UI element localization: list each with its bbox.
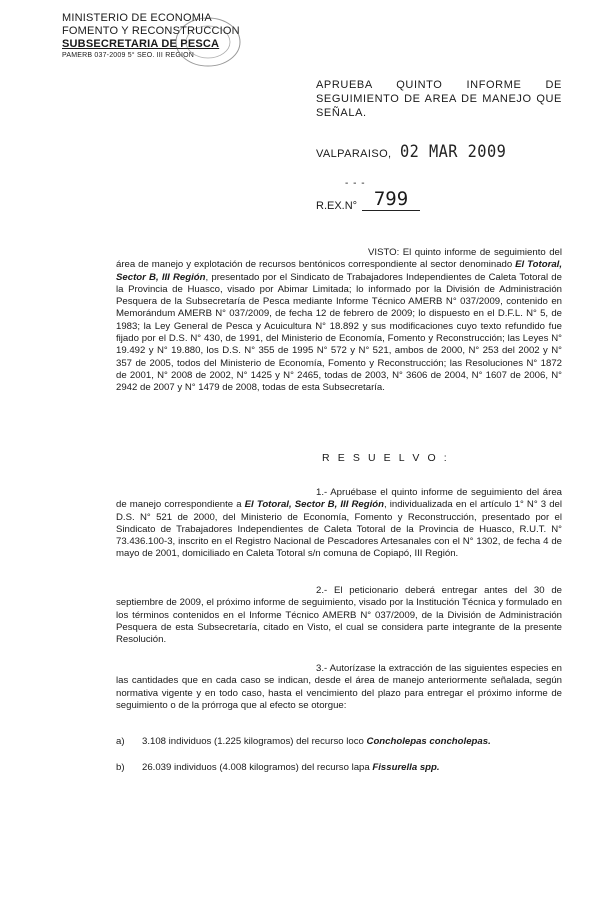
date-stamp: 02 MAR 2009 bbox=[400, 142, 507, 162]
place-label: VALPARAISO, bbox=[316, 148, 392, 160]
resolution-point-3: 3.- Autorízase la extracción de las siguientes especies en las cantidades que en cada caso se indican, desde el área de manejo anteriormente señalada, según normativa vigente y en todo caso, hasta el vencimiento del plazo para entregar el próximo informe de seguimiento o de la prórroga que al efecto se otorgue: bbox=[116, 663, 562, 711]
rex-label: R.EX.N° bbox=[316, 200, 358, 212]
visto-sector: El Totoral, Sector B, III Región bbox=[116, 259, 562, 283]
list-item: a) 3.108 individuos (1.225 kilogramos) del recurso loco Concholepas concholepas. bbox=[116, 736, 491, 747]
seal-stamp bbox=[168, 10, 248, 70]
item-tag: b) bbox=[116, 762, 125, 773]
item-tag: a) bbox=[116, 736, 125, 747]
resolution-point-1: 1.- Apruébase el quinto informe de seguimiento del área de manejo correspondiente a El Totoral, Sector B, III Región, individualizada en el artículo 1° N° 3 del D.S. N° 521 de 2000, del Ministerio de Economía, Fomento y Reconstrucción, presentado por el Sindicato de Trabajadores Independientes de Caleta Totoral de la Provincia de Huasco, R.U.T. N° 73.436.100-3, inscrito en el Registro Nacional de Pescadores Artesanales con el N° 1302, de fecha 4 de mayo de 2001, domiciliado en Caleta Totoral s/n comuna de Copiapó, III Región. bbox=[116, 487, 562, 560]
letterhead-ministry-2: FOMENTO Y RECONSTRUCCION bbox=[62, 25, 240, 37]
rex-marks: - - - bbox=[345, 178, 366, 189]
species-name: Fissurella spp. bbox=[372, 762, 440, 773]
visto-lead: VISTO: bbox=[368, 247, 400, 258]
resuelvo-heading: R E S U E L V O : bbox=[322, 452, 450, 464]
letterhead-subsecretaria: SUBSECRETARIA DE PESCA bbox=[62, 38, 220, 50]
letterhead-ministry: MINISTERIO DE ECONOMIA bbox=[62, 12, 212, 24]
letterhead-reference: PAMERB 037-2009 5° SEO. III REGION bbox=[62, 52, 195, 59]
rex-number: 799 bbox=[362, 188, 420, 211]
resolution-point-2: 2.- El peticionario deberá entregar antes del 30 de septiembre de 2009, el próximo informe de seguimiento, visado por la Institución Técnica y formulado en los términos contenidos en el Informe Técnico AMERB N° 037/2009, de la División de Administración Pesquera de esta Subsecretaría, citado en Visto, el cual se considera parte integrante de la presente Resolución. bbox=[116, 585, 562, 646]
species-name: Concholepas concholepas. bbox=[366, 736, 491, 747]
p1-sector: El Totoral, Sector B, III Región bbox=[244, 499, 384, 511]
document-title: APRUEBA QUINTO INFORME DE SEGUIMIENTO DE AREA DE MANEJO QUE SEÑALA. bbox=[316, 79, 562, 119]
list-item: b) 26.039 individuos (4.008 kilogramos) del recurso lapa Fissurella spp. bbox=[116, 762, 440, 773]
visto-paragraph: VISTO: El quinto informe de seguimiento del área de manejo y explotación de recursos bentónicos correspondiente al sector denominado El Totoral, Sector B, III Región, presentado por el Sindicato de Trabajadores Independientes de Caleta Totoral de la Provincia de Huasco, visado por Abimar Limitada; lo informado por la División de Administración Pesquera de la Subsecretaría de Pesca mediante Informe Técnico AMERB N° 037/2009, contenido en Memorándum AMERB N° 037/2009, de fecha 12 de febrero de 2009; lo dispuesto en el D.F.L. N° 5, de 1983; la Ley General de Pesca y Acuicultura N° 18.892 y sus modificaciones cuyo texto refundido fue fijado por el D.S. N° 430, de 1991, del Ministerio de Economía, Fomento y Reconstrucción; las Leyes N° 19.492 y N° 19.880, los D.S. N° 355 de 1995 N° 572 y N° 521, ambos de 2000, N° 253 del 2002 y N° 357 de 2005, todos del Ministerio de Economía, Fomento y Reconstrucción; las Resoluciones N° 1872 de 2001, N° 2008 de 2002, N° 1425 y N° 2465, todas de 2003, N° 3606 de 2004, N° 1607 de 2006, N° 2942 de 2007 y N° 1479 de 2008, todas de esta Subsecretaría. bbox=[116, 247, 562, 394]
